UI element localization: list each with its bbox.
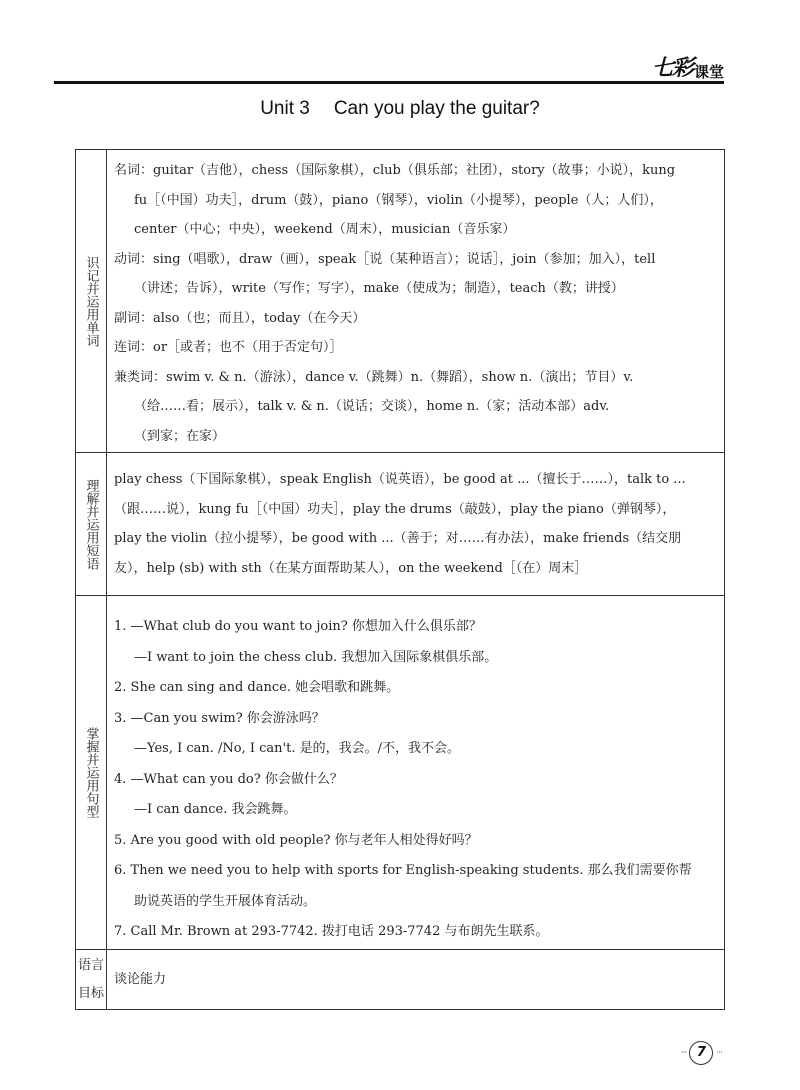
section-label: 识记并运用单词	[76, 150, 107, 452]
section-label: 理解并运用短语	[76, 453, 107, 595]
section-label: 语言目标	[76, 950, 107, 1010]
unit-number: Unit 3	[260, 98, 310, 119]
page-number	[681, 1041, 722, 1065]
sentence-line: 4. —What can you do? 你会做什么？	[114, 771, 343, 787]
section-words	[76, 150, 724, 453]
section-content	[114, 156, 716, 451]
text-line: 名词：guitar（吉他），chess（国际象棋），club（俱乐部；社团），story（故事；小说），kung	[114, 163, 676, 178]
text-line: 连词：or［或者；也不（用于否定句）］	[114, 340, 343, 355]
sentence-line: 5. Are you good with old people? 你与老年人相处得好吗？	[114, 832, 478, 848]
section-sentences	[76, 596, 724, 950]
sentence-line: 2. She can sing and dance. 她会唱歌和跳舞。	[114, 680, 400, 695]
sentence-line: —I can dance. 我会跳舞。	[134, 802, 297, 817]
text-line: （到家；在家）	[134, 428, 226, 444]
section-content	[114, 612, 716, 948]
text-line: （给……看；展示），talk v. & n.（说话；交谈），home n.（家；活动本部）adv.	[134, 399, 610, 414]
text-line: fu［（中国）功夫］，drum（鼓），piano（钢琴），violin（小提琴），people（人；人们），	[134, 192, 663, 208]
brand-logo-art: 七彩	[651, 55, 692, 81]
sentence-line: —Yes, I can. /No, I can't. 是的，我会。/不，我不会。	[134, 741, 460, 756]
section-phrases	[76, 453, 724, 596]
text-line: 谈论能力	[114, 972, 167, 987]
sentence-line: 3. —Can you swim? 你会游泳吗？	[114, 710, 325, 726]
unit-title: Can you play the guitar?	[333, 98, 540, 119]
section-content	[114, 465, 716, 583]
sentence-line: 助说英语的学生开展体育活动。	[134, 893, 317, 909]
page-number-value: 7	[689, 1041, 713, 1065]
section-label: 掌握并运用句型	[76, 596, 107, 949]
page-dots-left: ···	[680, 1048, 687, 1058]
section-content	[114, 965, 716, 995]
header-rule	[54, 81, 724, 84]
brand-logo	[652, 52, 724, 82]
text-line: 动词：sing（唱歌），draw（画），speak［说（某种语言）；说话］，join（参加；加入），tell	[114, 251, 656, 267]
sentence-line: 6. Then we need you to help with sports for English-speaking students. 那么我们需要你帮	[114, 863, 692, 878]
sentence-line: 7. Call Mr. Brown at 293-7742. 拨打电话 293-7742 与布朗先生联系。	[114, 924, 549, 939]
page-dots-right: ···	[716, 1048, 722, 1058]
text-line: play the violin（拉小提琴），be good with ...（善于；对……有办法），make friends（结交朋	[114, 531, 682, 546]
page-title	[0, 98, 800, 120]
sentence-line: 1. —What club do you want to join? 你想加入什么俱乐部？	[114, 619, 482, 634]
text-line: （讲述；告诉），write（写作；写字），make（使成为；制造），teach（教；讲授）	[134, 281, 624, 296]
text-line: center（中心；中央），weekend（周末），musician（音乐家）	[134, 222, 516, 237]
sentence-line: —I want to join the chess club. 我想加入国际象棋俱乐部。	[134, 649, 498, 665]
text-line: play chess（下国际象棋），speak English（说英语），be good at ...（擅长于……），talk to ...	[114, 472, 686, 487]
text-line: 副词：also（也；而且），today（在今天）	[114, 310, 366, 326]
summary-table	[75, 149, 725, 1010]
section-language-goal	[76, 950, 724, 1010]
brand-logo-text: 课堂	[693, 63, 724, 81]
text-line: 兼类词：swim v. & n.（游泳），dance v.（跳舞）n.（舞蹈），show n.（演出；节目）v.	[114, 369, 634, 385]
text-line: 友），help (sb) with sth（在某方面帮助某人），on the weekend［（在）周末］	[114, 560, 588, 576]
text-line: （跟……说），kung fu［（中国）功夫］，play the drums（敲鼓），play the piano（弹钢琴），	[114, 501, 676, 517]
